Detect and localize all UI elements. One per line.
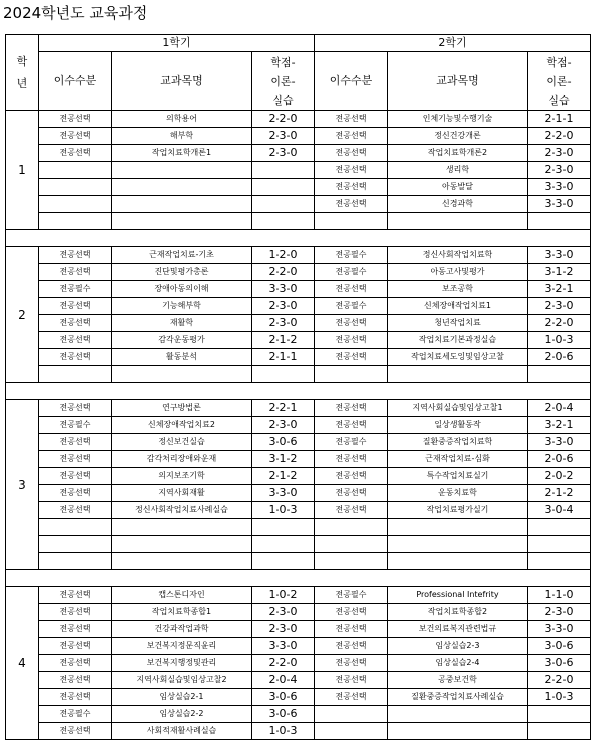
semester-1-credits-cell: 1-2-0 [252,247,315,264]
semester-2-type-cell: 전공선택 [315,604,388,621]
semester-1-course-cell [112,366,252,383]
semester-1-type-cell: 전공선택 [39,502,112,519]
course-row [6,417,591,434]
course-row [6,638,591,655]
course-row [6,196,591,213]
semester-2-credits-cell: 3-0-6 [528,655,591,672]
semester-2-type-cell [315,519,388,536]
semester-2-type-cell: 전공선택 [315,281,388,298]
semester-2-course-cell: 보조공학 [388,281,528,298]
semester-2-course-cell: 공중보건학 [388,672,528,689]
semester-1-credits-cell: 1-0-3 [252,502,315,519]
course-row [6,264,591,281]
semester-1-course-cell [112,536,252,553]
course-row [6,213,591,230]
semester-1-course-cell: 캡스톤디자인 [112,587,252,604]
semester-2-course-cell [388,213,528,230]
semester-2-credits-cell: 3-1-2 [528,264,591,281]
semester-2-credits-cell [528,706,591,723]
semester-2-course-cell: 임상실습2-4 [388,655,528,672]
semester-2-type-cell: 전공선택 [315,349,388,366]
semester-2-course-cell [388,723,528,740]
year-separator [6,230,591,247]
course-row [6,247,591,264]
semester-1-credits-cell [252,196,315,213]
semester-1-credits-cell: 2-3-0 [252,145,315,162]
semester-1-credits-cell: 3-3-0 [252,485,315,502]
semester-1-type-cell [39,179,112,196]
course-row [6,349,591,366]
semester-1-type-cell: 전공선택 [39,349,112,366]
semester-2-type-cell: 전공선택 [315,502,388,519]
semester-2-credits-cell: 3-3-0 [528,621,591,638]
semester-2-type-cell: 전공선택 [315,485,388,502]
course-row [6,536,591,553]
semester-2-type-cell: 전공선택 [315,417,388,434]
semester-1-credits-cell: 3-0-6 [252,434,315,451]
semester-1-type-cell: 전공선택 [39,672,112,689]
semester-2-course-cell: 아동발달 [388,179,528,196]
course-row [6,434,591,451]
semester-2-type-cell: 전공선택 [315,672,388,689]
semester-1-type-cell [39,536,112,553]
semester-2-credits-cell: 2-0-6 [528,349,591,366]
semester-2-credits-cell [528,723,591,740]
semester-2-type-cell [315,366,388,383]
course-row [6,281,591,298]
semester-2-course-cell: 특수작업치료실기 [388,468,528,485]
curriculum-table [5,34,591,740]
semester-1-type-cell: 전공선택 [39,638,112,655]
semester-2-course-cell: 작업치료기본과정실습 [388,332,528,349]
semester-2-course-cell: 보건의료복지관련법규 [388,621,528,638]
semester-1-credits-cell: 2-1-2 [252,468,315,485]
semester-2-course-cell: 정신사회작업치료학 [388,247,528,264]
semester-1-type-cell: 전공선택 [39,111,112,128]
semester-1-credits-cell [252,366,315,383]
semester-2-type-cell: 전공선택 [315,655,388,672]
semester-1-type-cell: 전공선택 [39,468,112,485]
semester-1-header: 1학기 [39,35,315,52]
semester-2-type-cell: 전공선택 [315,196,388,213]
semester-2-course-cell [388,366,528,383]
semester-2-credits-cell [528,213,591,230]
course-row [6,451,591,468]
semester-1-credits-cell [252,179,315,196]
semester-1-course-cell: 해부학 [112,128,252,145]
semester-1-credits-cell: 1-0-2 [252,587,315,604]
semester-2-course-cell: 정신건강개론 [388,128,528,145]
course-row [6,179,591,196]
course-row [6,689,591,706]
semester-2-type-cell: 전공선택 [315,111,388,128]
semester-2-course-cell: 지역사회실습및임상고찰1 [388,400,528,417]
course-row [6,502,591,519]
semester-2-credits-cell: 2-3-0 [528,604,591,621]
semester-2-course-cell: 작업치료평가실기 [388,502,528,519]
semester-2-credits-cell [528,536,591,553]
course-row [6,672,591,689]
semester-2-type-cell: 전공선택 [315,451,388,468]
course-row [6,315,591,332]
semester-2-credits-cell: 2-2-0 [528,128,591,145]
semester-1-course-cell: 임상실습2-2 [112,706,252,723]
semester-2-course-cell [388,536,528,553]
type-header: 이수수분 [39,52,112,111]
semester-2-credits-cell: 3-0-4 [528,502,591,519]
course-header: 교과목명 [388,52,528,111]
semester-2-type-cell: 전공필수 [315,298,388,315]
semester-1-credits-cell [252,213,315,230]
semester-1-credits-cell: 3-3-0 [252,281,315,298]
semester-2-header: 2학기 [315,35,591,52]
semester-2-type-cell: 전공선택 [315,315,388,332]
semester-2-course-cell: 인체기능및수행기술 [388,111,528,128]
semester-2-type-cell: 전공선택 [315,689,388,706]
semester-2-type-cell: 전공선택 [315,621,388,638]
semester-1-course-cell: 임상실습2-1 [112,689,252,706]
semester-1-credits-cell [252,162,315,179]
semester-2-credits-cell: 2-3-0 [528,145,591,162]
semester-1-type-cell [39,213,112,230]
semester-1-credits-cell: 2-3-0 [252,298,315,315]
semester-2-credits-cell: 3-3-0 [528,196,591,213]
semester-1-credits-cell: 1-0-3 [252,723,315,740]
semester-1-course-cell: 의지보조기학 [112,468,252,485]
course-row [6,587,591,604]
credits-header: 학점- 이론- 실습 [252,52,315,111]
semester-2-credits-cell: 3-3-0 [528,247,591,264]
semester-1-type-cell: 전공필수 [39,706,112,723]
semester-1-course-cell [112,179,252,196]
semester-2-course-cell: 운동치료학 [388,485,528,502]
semester-1-credits-cell: 3-1-2 [252,451,315,468]
semester-1-type-cell: 전공선택 [39,400,112,417]
course-row [6,162,591,179]
semester-2-credits-cell: 1-0-3 [528,332,591,349]
semester-1-course-cell: 기능해부학 [112,298,252,315]
semester-2-course-cell: 신경과학 [388,196,528,213]
semester-2-type-cell: 전공필수 [315,247,388,264]
type-header: 이수수분 [315,52,388,111]
semester-1-credits-cell: 2-2-0 [252,655,315,672]
semester-2-type-cell: 전공필수 [315,434,388,451]
semester-1-type-cell: 전공선택 [39,264,112,281]
semester-2-credits-cell: 2-1-1 [528,111,591,128]
semester-2-course-cell: 질환중증작업치료사례실습 [388,689,528,706]
semester-1-credits-cell: 2-3-0 [252,128,315,145]
semester-2-course-cell: 질환중증작업치료학 [388,434,528,451]
year-header: 학 년 [6,35,39,111]
semester-2-type-cell: 전공선택 [315,332,388,349]
semester-1-course-cell: 보건복지정문직윤리 [112,638,252,655]
semester-1-course-cell: 감각운동평가 [112,332,252,349]
semester-1-credits-cell: 2-3-0 [252,315,315,332]
course-header: 교과목명 [112,52,252,111]
semester-2-type-cell: 전공선택 [315,400,388,417]
semester-1-course-cell: 지역사회실습및임상고찰2 [112,672,252,689]
semester-1-credits-cell: 2-3-0 [252,621,315,638]
semester-1-credits-cell [252,553,315,570]
semester-1-course-cell: 작업치료학종합1 [112,604,252,621]
semester-2-course-cell: 아동고사및평가 [388,264,528,281]
year-separator [6,570,591,587]
semester-1-type-cell: 전공선택 [39,485,112,502]
semester-2-course-cell: 작업치료세도잉및임상고찰 [388,349,528,366]
semester-2-course-cell [388,553,528,570]
semester-1-course-cell: 지역사회재활 [112,485,252,502]
semester-2-credits-cell: 1-0-3 [528,689,591,706]
semester-2-type-cell [315,536,388,553]
semester-2-credits-cell: 2-3-0 [528,298,591,315]
semester-1-type-cell: 전공선택 [39,587,112,604]
semester-2-credits-cell: 2-0-4 [528,400,591,417]
semester-2-type-cell: 전공선택 [315,638,388,655]
semester-1-type-cell: 전공선택 [39,315,112,332]
semester-2-credits-cell: 1-1-0 [528,587,591,604]
semester-2-course-cell: 근재작업치료-심화 [388,451,528,468]
semester-1-type-cell: 전공선택 [39,128,112,145]
semester-1-course-cell: 정신사회작업치료사례실습 [112,502,252,519]
semester-1-type-cell: 전공선택 [39,723,112,740]
course-row [6,485,591,502]
course-row [6,298,591,315]
semester-2-type-cell: 전공필수 [315,264,388,281]
semester-2-credits-cell [528,553,591,570]
semester-1-type-cell: 전공선택 [39,655,112,672]
course-row [6,519,591,536]
course-row [6,655,591,672]
semester-1-credits-cell: 3-0-6 [252,689,315,706]
semester-1-credits-cell: 3-3-0 [252,638,315,655]
semester-2-course-cell: 작업치료학개론2 [388,145,528,162]
semester-1-course-cell: 정신보건실습 [112,434,252,451]
course-row [6,145,591,162]
semester-1-type-cell: 전공선택 [39,689,112,706]
semester-1-course-cell: 활동분석 [112,349,252,366]
semester-1-type-cell: 전공선택 [39,621,112,638]
semester-1-credits-cell: 2-3-0 [252,417,315,434]
semester-1-type-cell: 전공필수 [39,281,112,298]
semester-1-credits-cell: 3-0-6 [252,706,315,723]
semester-2-credits-cell: 2-2-0 [528,315,591,332]
semester-2-credits-cell: 2-2-0 [528,672,591,689]
semester-1-type-cell: 전공선택 [39,434,112,451]
semester-1-credits-cell: 2-1-1 [252,349,315,366]
semester-1-type-cell: 전공선택 [39,332,112,349]
course-row [6,400,591,417]
semester-2-credits-cell: 2-1-2 [528,485,591,502]
semester-2-type-cell: 전공필수 [315,587,388,604]
semester-1-course-cell: 의학용어 [112,111,252,128]
semester-1-course-cell: 보건복지행정및관리 [112,655,252,672]
semester-1-credits-cell: 2-2-0 [252,264,315,281]
semester-1-course-cell: 건강과작업과학 [112,621,252,638]
semester-1-course-cell: 진단및평가총론 [112,264,252,281]
semester-1-type-cell: 전공선택 [39,604,112,621]
semester-2-credits-cell: 3-2-1 [528,281,591,298]
semester-1-course-cell [112,519,252,536]
semester-1-credits-cell: 2-0-4 [252,672,315,689]
semester-2-credits-cell [528,366,591,383]
semester-1-type-cell [39,519,112,536]
semester-1-type-cell: 전공선택 [39,247,112,264]
semester-2-type-cell [315,706,388,723]
course-row [6,111,591,128]
semester-1-course-cell: 작업치료학개론1 [112,145,252,162]
semester-2-course-cell [388,519,528,536]
semester-2-type-cell [315,213,388,230]
semester-2-type-cell [315,553,388,570]
semester-1-course-cell: 감각처리장애와운재 [112,451,252,468]
semester-1-credits-cell: 2-3-0 [252,604,315,621]
course-row [6,723,591,740]
year-label: 1 [6,111,39,230]
semester-2-credits-cell: 2-0-2 [528,468,591,485]
course-row [6,706,591,723]
semester-1-type-cell [39,162,112,179]
year-label: 3 [6,400,39,570]
semester-2-type-cell: 전공선택 [315,162,388,179]
semester-1-type-cell [39,366,112,383]
course-row [6,332,591,349]
semester-1-course-cell [112,553,252,570]
semester-2-credits-cell: 2-0-6 [528,451,591,468]
year-label: 4 [6,587,39,740]
year-label: 2 [6,247,39,383]
semester-2-course-cell: 임상실습2-3 [388,638,528,655]
semester-1-course-cell: 사회적재활사례실습 [112,723,252,740]
semester-1-credits-cell [252,519,315,536]
semester-2-type-cell: 전공선택 [315,145,388,162]
semester-2-course-cell [388,706,528,723]
semester-2-credits-cell: 3-3-0 [528,434,591,451]
course-row [6,128,591,145]
course-row [6,604,591,621]
semester-2-credits-cell: 3-0-6 [528,638,591,655]
semester-1-credits-cell: 2-2-1 [252,400,315,417]
semester-2-course-cell: 청년작업치료 [388,315,528,332]
course-row [6,366,591,383]
semester-1-credits-cell: 2-2-0 [252,111,315,128]
semester-1-credits-cell [252,536,315,553]
semester-2-course-cell: 신체장애작업치료1 [388,298,528,315]
semester-2-credits-cell [528,519,591,536]
semester-1-course-cell: 근재작업치료-기초 [112,247,252,264]
semester-1-type-cell: 전공선택 [39,298,112,315]
semester-2-credits-cell: 3-3-0 [528,179,591,196]
semester-1-course-cell: 신체장애작업치료2 [112,417,252,434]
semester-1-type-cell: 전공필수 [39,417,112,434]
semester-1-type-cell [39,196,112,213]
course-row [6,468,591,485]
semester-2-course-cell: 일상생활동작 [388,417,528,434]
semester-2-course-cell: 작업치료학종합2 [388,604,528,621]
year-separator [6,383,591,400]
semester-1-type-cell: 전공선택 [39,145,112,162]
semester-1-course-cell: 재활학 [112,315,252,332]
semester-1-course-cell [112,162,252,179]
page-title: 2024학년도 교육과정 [3,4,148,22]
semester-1-type-cell: 전공선택 [39,451,112,468]
semester-2-type-cell: 전공선택 [315,468,388,485]
semester-1-course-cell: 연구방법론 [112,400,252,417]
semester-2-type-cell: 전공선택 [315,179,388,196]
semester-2-type-cell: 전공선택 [315,128,388,145]
semester-1-course-cell [112,196,252,213]
credits-header: 학점- 이론- 실습 [528,52,591,111]
semester-1-type-cell [39,553,112,570]
semester-1-course-cell: 장애아동의이해 [112,281,252,298]
semester-2-course-cell: 생리학 [388,162,528,179]
semester-2-course-cell: Professional Intefrity [388,587,528,604]
semester-1-credits-cell: 2-1-2 [252,332,315,349]
semester-2-type-cell [315,723,388,740]
course-row [6,553,591,570]
course-row [6,621,591,638]
curriculum-body [6,111,591,740]
semester-2-credits-cell: 3-2-1 [528,417,591,434]
semester-2-credits-cell: 2-3-0 [528,162,591,179]
semester-1-course-cell [112,213,252,230]
